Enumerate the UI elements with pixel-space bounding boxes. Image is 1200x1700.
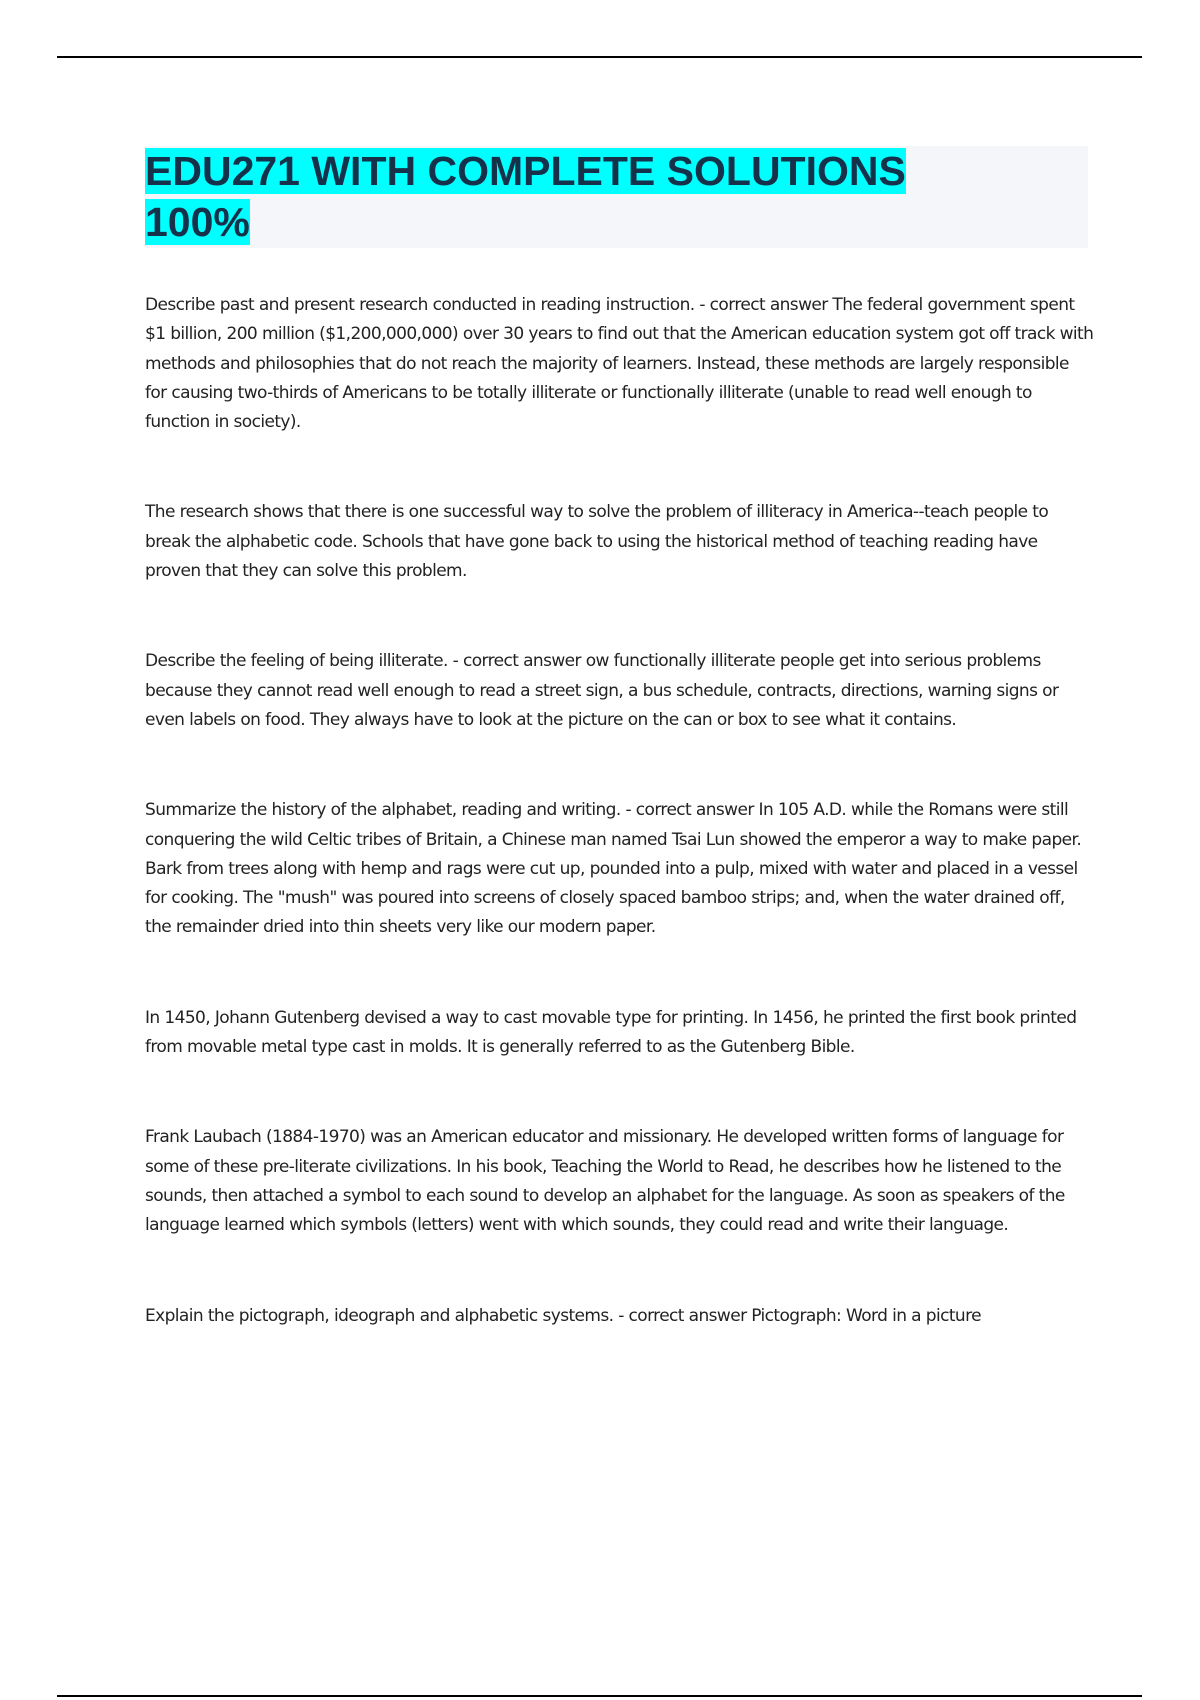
- paragraph-alphabetic-code: The research shows that there is one successful way to solve the problem of illiteracy in America--teach people to break the alphabetic code. Schools that have gone back to using the historical method of teaching reading have proven that they can solve this problem.: [145, 502, 1049, 582]
- paragraph-alphabet-history: Summarize the history of the alphabet, reading and writing. - correct answer In 105 A.D. while the Romans were still conquering the wild Celtic tribes of Britain, a Chinese man named Tsai Lun showed the emperor a way to make paper. Bark from trees along with hemp and rags were cut up, pounded into a pulp, mixed with water and placed in a vessel for cooking. The "mush" was poured into screens of closely spaced bamboo strips; and, when the water drained off, the remainder dried into thin sheets very like our modern paper.: [145, 800, 1082, 938]
- title-block: [145, 146, 1088, 248]
- footer-rule: [57, 1695, 1142, 1697]
- paragraph-laubach: Frank Laubach (1884-1970) was an American educator and missionary. He developed written forms of language for some of these pre-literate civilizations. In his book, Teaching the World to Read, he describes how he listened to the sounds, then attached a symbol to each sound to develop an alphabet for the language. As soon as speakers of the language learned which symbols (letters) went with which sounds, they could read and write their language.: [145, 1127, 1065, 1236]
- title-line-2: 100%: [145, 199, 250, 245]
- paragraph-research: Describe past and present research conducted in reading instruction. - correct answer The federal government spent $1 billion, 200 million ($1,200,000,000) over 30 years to find out that the American education system got off track with methods and philosophies that do not reach the majority of learners. Instead, these methods are largely responsible for causing two-thirds of Americans to be totally illiterate or functionally illiterate (unable to read well enough to function in society).: [145, 295, 1094, 433]
- paragraph-writing-systems: Explain the pictograph, ideograph and alphabetic systems. - correct answer Pictograph: Word in a picture: [145, 1305, 981, 1326]
- paragraph-gutenberg: In 1450, Johann Gutenberg devised a way to cast movable type for printing. In 1456, he printed the first book printed from movable metal type cast in molds. It is generally referred to as the Gutenberg Bible.: [145, 1007, 1077, 1058]
- document-body: [145, 291, 1095, 1331]
- title-line-1: EDU271 WITH COMPLETE SOLUTIONS: [145, 148, 906, 194]
- header-rule: [57, 56, 1142, 58]
- document-title: [145, 146, 1088, 248]
- paragraph-illiterate-feeling: Describe the feeling of being illiterate. - correct answer ow functionally illiterate people get into serious problems because they cannot read well enough to read a street sign, a bus schedule, contracts, directions, warning signs or even labels on food. They always have to look at the picture on the can or box to see what it contains.: [145, 651, 1059, 730]
